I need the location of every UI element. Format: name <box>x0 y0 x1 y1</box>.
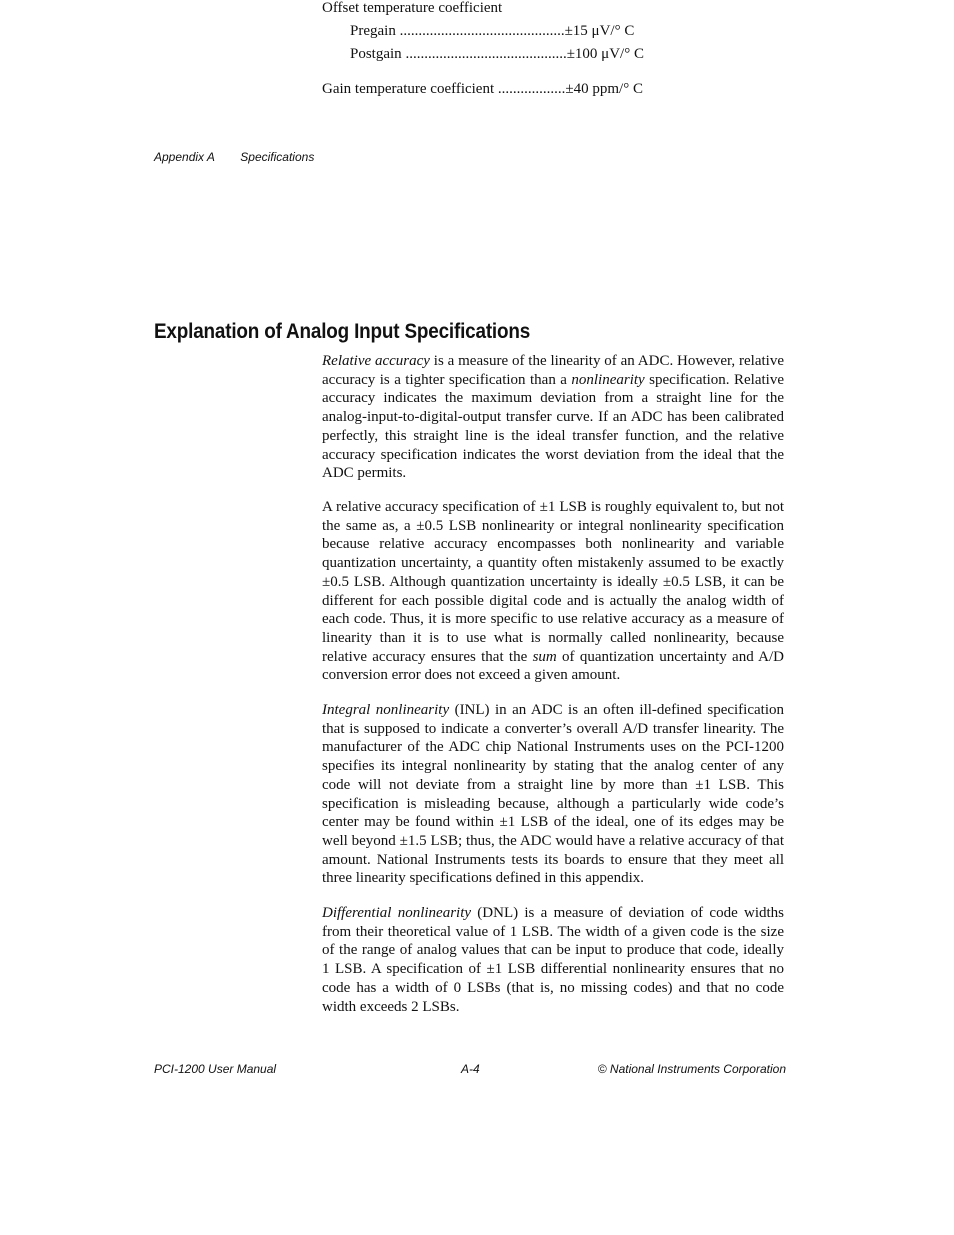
paragraph-differential-nonlinearity <box>322 904 784 1016</box>
paragraph-text: (DNL) is a measure of deviation of code widths from their theoretical value of 1 LSB. The width of a given code is the size of the range of analog values that can be input to produce that code, ideally 1 LSB. A specification of ±1 LSB differential nonlinearity ensures that no code has a width of 0 LSBs (that is, no missing codes) and that no code width exceeds 2 LSBs. <box>322 905 784 1015</box>
paragraph-text: (INL) in an ADC is an often ill-defined specification that is supposed to indicate a converter’s overall A/D transfer linearity. The manufacturer of the ADC chip National Instruments uses on the PCI-1200 specifies its integral nonlinearity by stating that the analog center of any code will not deviate from a straight line by more than ±1 LSB. This specification is misleading because, although a particularly wide code’s center may be found within ±1 LSB of the ideal, one of its edges may be well beyond ±1.5 LSB; thus, the ADC would have a relative accuracy of that amount. National Instruments tests its boards to ensure that they meet all three linearity specifications defined in this appendix. <box>322 702 784 887</box>
section-heading: Explanation of Analog Input Specifications <box>154 320 531 343</box>
spec-group-title: Offset temperature coefficient <box>322 0 503 16</box>
paragraph-relative-accuracy <box>322 352 784 483</box>
paragraph-text: A relative accuracy specification of ±1 LSB is roughly equivalent to, but not the same as, a ±0.5 LSB nonlinearity or integral nonlinearity specification because relative accuracy encompasses both nonlinearity and variable quantization uncertainty, a quantity often mistakenly assumed to be exactly ±0.5 LSB. Although quantization uncertainty is ideally ±0.5 LSB, it can be different for each possible digital code and is actually the analog width of each code. Thus, it is more specific to use relative accuracy as a measure of linearity than it is to use what is normally called nonlinearity, because relative accuracy ensures that the <box>322 499 784 665</box>
term-differential-nonlinearity: Differential nonlinearity <box>322 905 472 921</box>
header-appendix: Appendix A <box>154 150 215 164</box>
paragraph-text: specification. Relative accuracy indicates the maximum deviation from a straight line for the analog-input-to-digital-output transfer curve. If an ADC has been calibrated perfectly, this straight line is the ideal transfer function, and the relative accuracy specification indicates the worst deviation from the ideal that the ADC permits. <box>322 371 784 482</box>
footer-copyright: © National Instruments Corporation <box>597 1062 786 1076</box>
running-header <box>154 150 314 164</box>
term-integral-nonlinearity: Integral nonlinearity <box>322 702 450 718</box>
spec-label: Gain temperature coefficient <box>322 81 495 97</box>
spec-value: ±40 ppm/° C <box>565 81 643 97</box>
spec-leader: ........................................... <box>401 46 567 62</box>
spec-value: ±15 μV/° C <box>564 23 635 39</box>
term-sum: sum <box>532 648 557 665</box>
spec-label: Postgain <box>350 46 402 62</box>
spec-label: Pregain <box>350 23 396 39</box>
spec-row-gain-temp <box>322 81 643 98</box>
term-nonlinearity: nonlinearity <box>571 371 645 388</box>
spec-leader: .................. <box>494 81 566 97</box>
spec-row-postgain <box>350 46 644 63</box>
spec-value: ±100 μV/° C <box>566 46 644 62</box>
paragraph-integral-nonlinearity <box>322 701 784 888</box>
spec-row-pregain <box>350 23 634 40</box>
footer-manual-title: PCI-1200 User Manual <box>154 1062 277 1076</box>
paragraph-lsb-equivalence <box>322 498 784 685</box>
footer-page-number: A-4 <box>461 1062 480 1076</box>
spec-leader: ............................................ <box>395 23 565 39</box>
paragraph-text: of quantization uncertainty and A/D conversion error does not exceed a given amount. <box>322 648 784 684</box>
paragraph-text: is a measure of the linearity of an ADC. However, relative accuracy is a tighter specification than a <box>322 353 784 388</box>
header-section: Specifications <box>240 150 315 164</box>
term-relative-accuracy: Relative accuracy <box>322 353 430 369</box>
